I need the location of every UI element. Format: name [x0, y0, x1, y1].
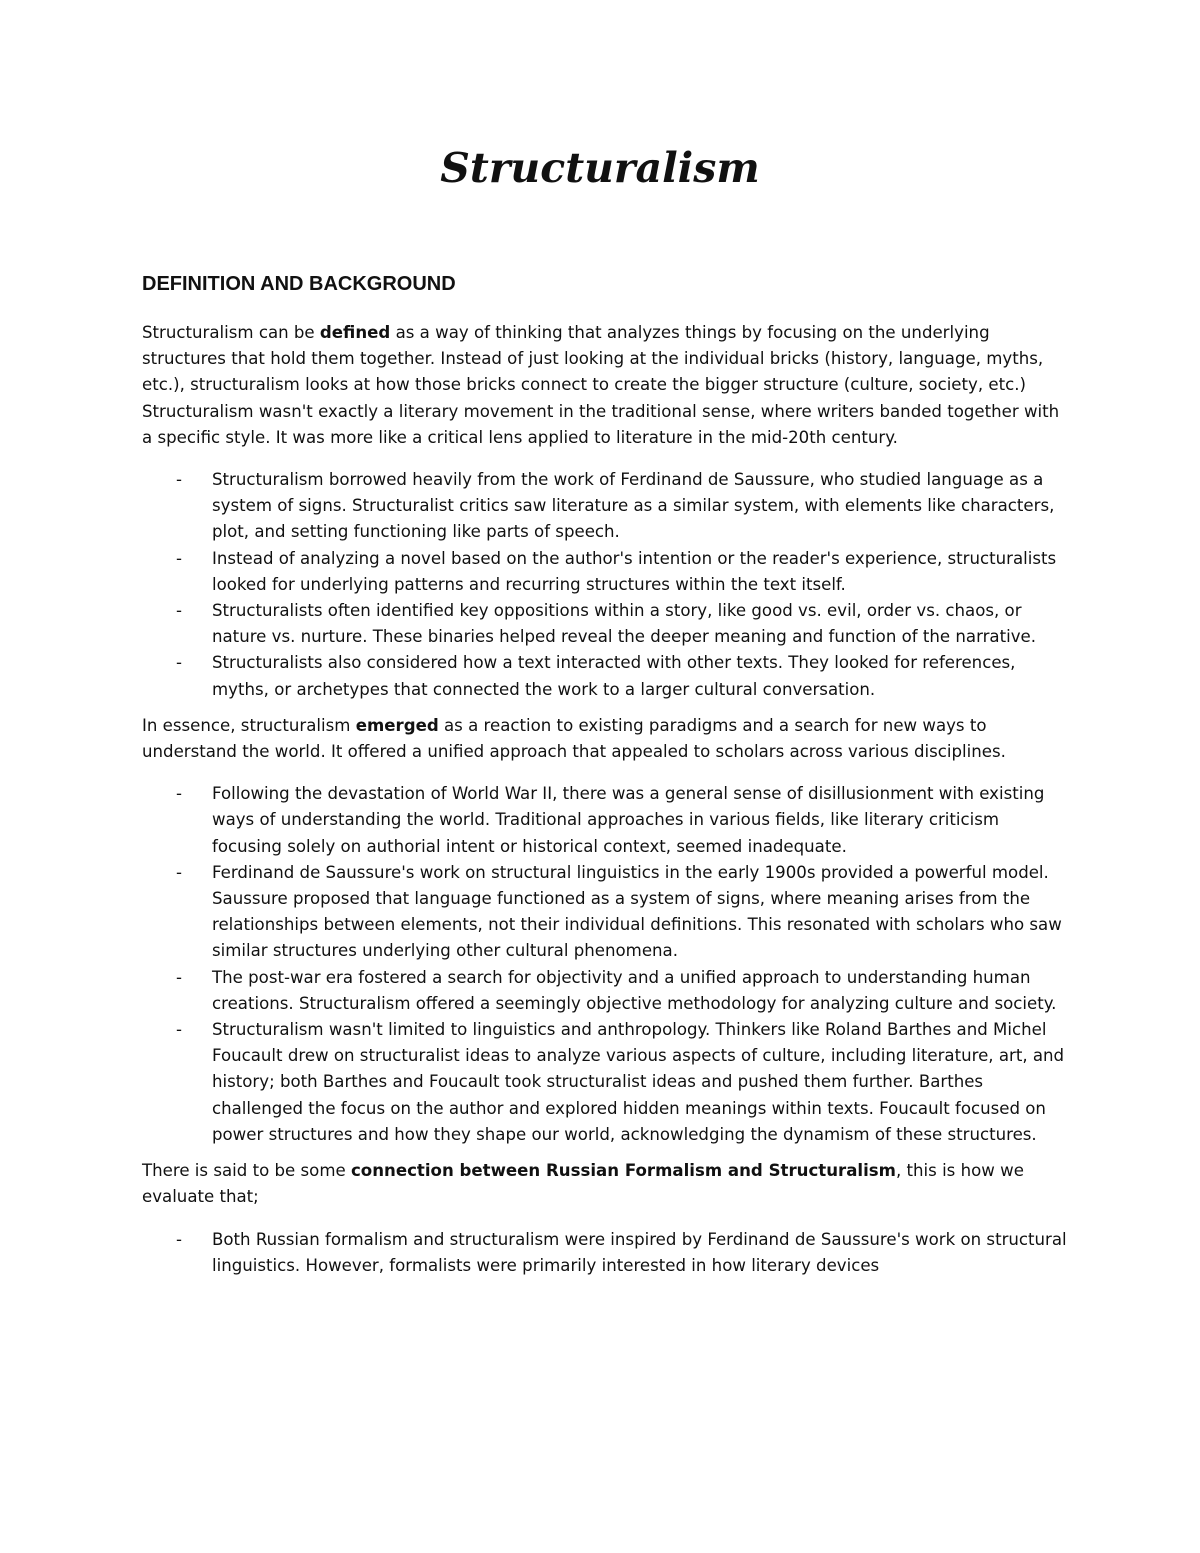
- connection-text-2: , this is how we evaluate that;: [142, 1161, 1024, 1207]
- document-body: [142, 320, 1067, 1279]
- essence-bold-term: emerged: [355, 715, 439, 735]
- list-item-text: Ferdinand de Saussure's work on structural linguistics in the early 1900s provided a powerful model. Saussure proposed that language functioned as a system of signs, where meaning arises from the relationships between elements, not their individual definitions. This resonated with scholars who saw similar structures underlying other cultural phenomena.: [212, 862, 1062, 961]
- dash-bullet: -: [176, 862, 182, 882]
- list-item: [142, 1017, 1067, 1148]
- connection-text-1: There is said to be some: [142, 1161, 351, 1181]
- section-heading: DEFINITION AND BACKGROUND: [142, 273, 456, 295]
- intro-bold-term: defined: [319, 323, 391, 342]
- bullet-list-characteristics: [142, 467, 1067, 703]
- bullet-list-emergence: [142, 781, 1067, 1148]
- dash-bullet: -: [176, 967, 182, 987]
- list-item: [142, 598, 1067, 650]
- connection-bold-term: connection between Russian Formalism and Structuralism: [350, 1161, 896, 1181]
- list-item-text: Structuralism wasn't limited to linguistics and anthropology. Thinkers like Roland Barthes and Michel Foucault drew on structuralist ideas to analyze various aspects of culture, including literature, art, and history; both Barthes and Foucault took structuralist ideas and pushed them further. Barthes challenged the focus on the author and explored hidden meanings within texts. Foucault focused on power structures and how they shape our world, acknowledging the dynamism of these structures.: [212, 1020, 1065, 1144]
- list-item: [142, 467, 1067, 546]
- list-item-text: Following the devastation of World War II, there was a general sense of disillusionment with existing ways of understanding the world. Traditional approaches in various fields, like literary criticism focusing solely on authorial intent or historical context, seemed inadequate.: [212, 784, 1045, 856]
- intro-text-1: Structuralism can be: [142, 323, 320, 342]
- list-item-text: Structuralism borrowed heavily from the work of Ferdinand de Saussure, who studied language as a system of signs. Structuralist critics saw literature as a similar system, with elements like characters, plot, and setting functioning like parts of speech.: [212, 470, 1055, 542]
- essence-text-1: In essence, structuralism: [142, 715, 356, 735]
- list-item: [142, 965, 1067, 1017]
- essence-text-2: as a reaction to existing paradigms and a search for new ways to understand the world. It offered a unified approach that appealed to scholars across various disciplines.: [142, 715, 1006, 762]
- intro-text-2: as a way of thinking that analyzes things by focusing on the underlying structures that hold them together. Instead of just looking at the individual bricks (history, language, myths, etc.), structuralism looks at how those bricks connect to create the bigger structure (culture, society, etc.) Structuralism wasn't exactly a literary movement in the traditional sense, where writers banded together with a specific style. It was more like a critical lens applied to literature in the mid-20th century.: [142, 323, 1060, 447]
- dash-bullet: -: [176, 1229, 182, 1249]
- document-title: Structuralism: [440, 144, 760, 192]
- list-item-text: Both Russian formalism and structuralism were inspired by Ferdinand de Saussure's work on structural linguistics. However, formalists were primarily interested in how literary devices: [212, 1229, 1067, 1275]
- intro-paragraph: [142, 320, 1067, 451]
- dash-bullet: -: [176, 1020, 182, 1040]
- essence-paragraph: [142, 713, 1067, 765]
- connection-paragraph: [142, 1158, 1067, 1210]
- dash-bullet: -: [176, 470, 182, 490]
- bullet-list-connection: [142, 1227, 1067, 1279]
- list-item-text: Instead of analyzing a novel based on the author's intention or the reader's experience, structuralists looked for underlying patterns and recurring structures within the text itself.: [212, 548, 1057, 594]
- dash-bullet: -: [176, 653, 182, 673]
- dash-bullet: -: [176, 548, 182, 568]
- list-item: [142, 860, 1067, 965]
- list-item-text: Structuralists also considered how a text interacted with other texts. They looked for references, myths, or archetypes that connected the work to a larger cultural conversation.: [212, 653, 1016, 699]
- list-item: [142, 546, 1067, 598]
- list-item: [142, 781, 1067, 860]
- list-item: [142, 650, 1067, 702]
- list-item-text: Structuralists often identified key oppositions within a story, like good vs. evil, order vs. chaos, or nature vs. nurture. These binaries helped reveal the deeper meaning and function of the narrative.: [212, 601, 1037, 647]
- list-item: [142, 1227, 1067, 1279]
- dash-bullet: -: [176, 601, 182, 621]
- list-item-text: The post-war era fostered a search for objectivity and a unified approach to understanding human creations. Structuralism offered a seemingly objective methodology for analyzing culture and society.: [212, 967, 1057, 1013]
- dash-bullet: -: [176, 784, 182, 804]
